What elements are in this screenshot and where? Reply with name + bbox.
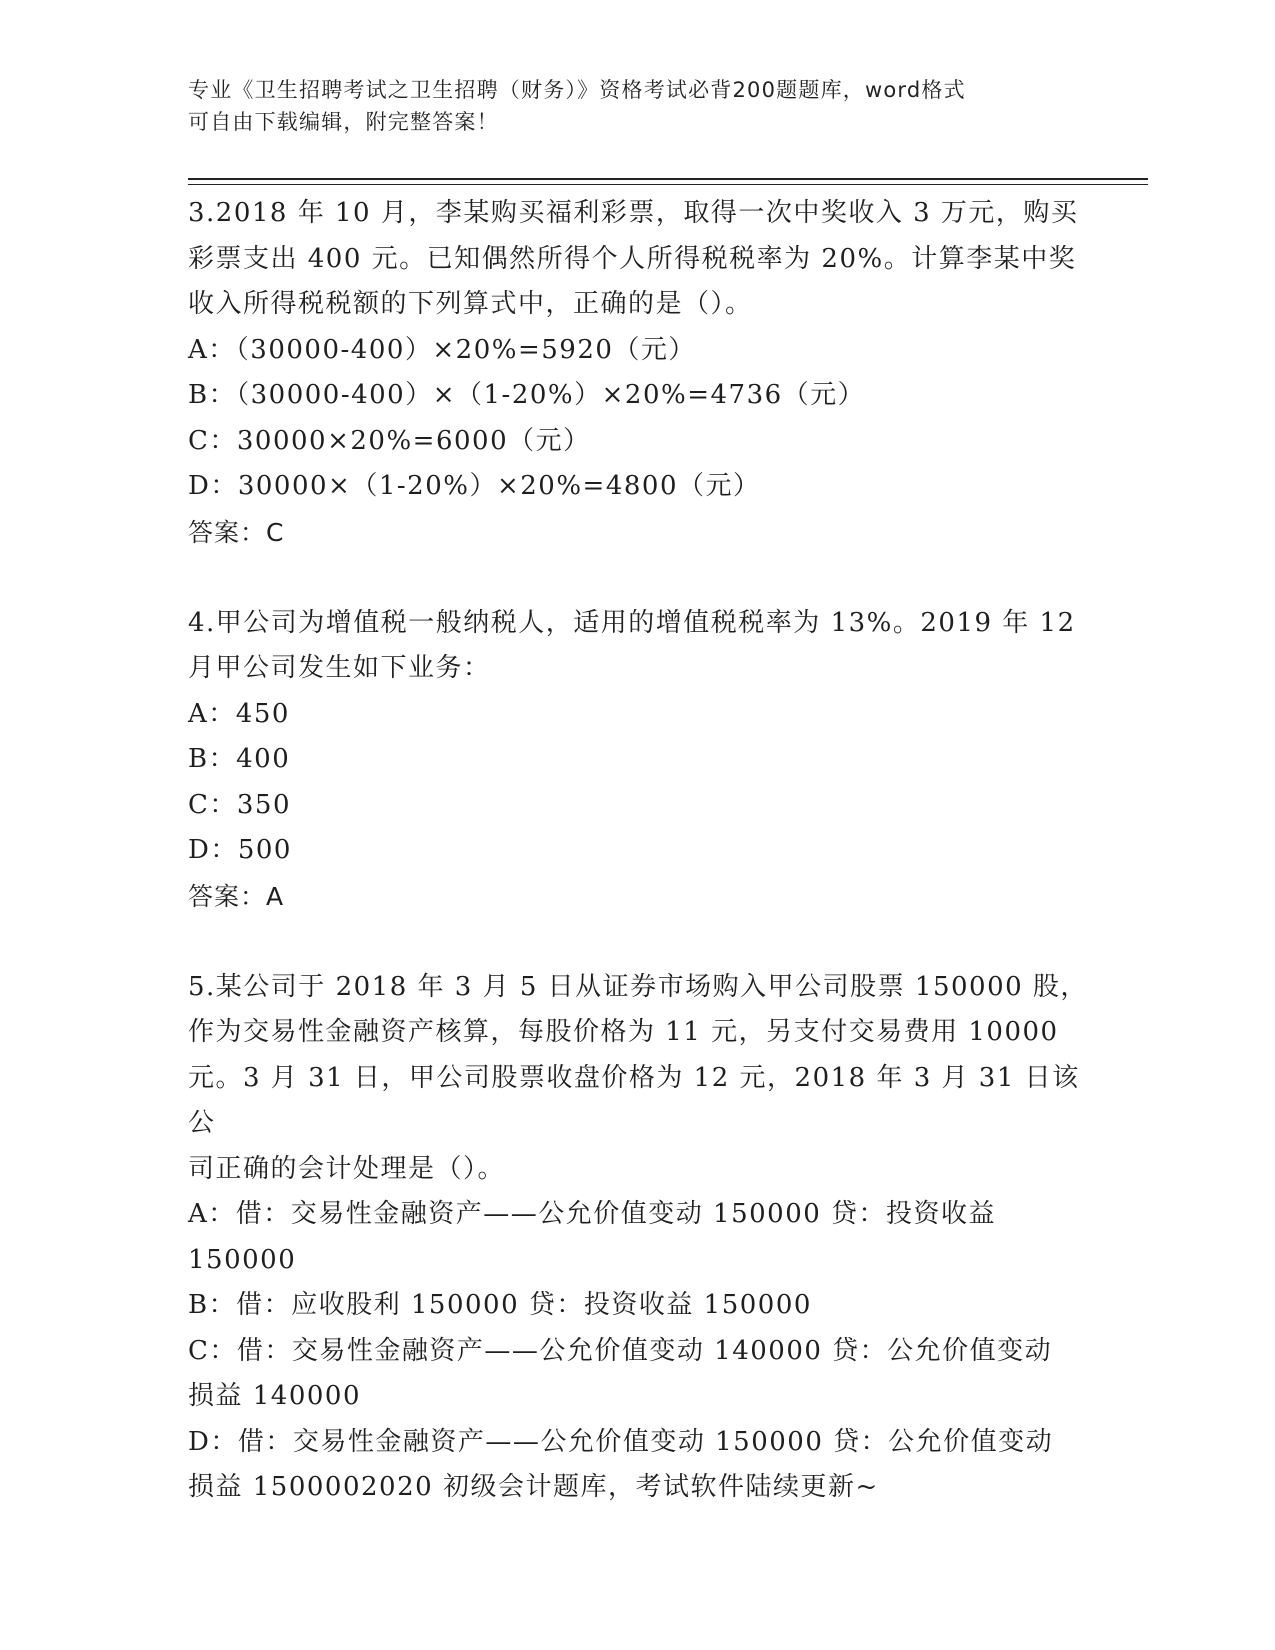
header-line-1: 专业《卫生招聘考试之卫生招聘（财务）》资格考试必背200题题库，word格式	[188, 78, 966, 102]
document-header	[188, 74, 1088, 138]
header-divider-thick	[188, 178, 1148, 180]
question-stem-line: 4.甲公司为增值税一般纳税人，适用的增值税税率为 13%。2019 年 12	[188, 607, 1076, 638]
header-line-2: 可自由下载编辑，附完整答案！	[188, 110, 499, 134]
question-stem-line: 彩票支出 400 元。已知偶然所得个人所得税税率为 20%。计算李某中奖	[188, 243, 1077, 274]
question-3	[188, 191, 1088, 555]
question-stem-line: 作为交易性金融资产核算，每股价格为 11 元，另支付交易费用 10000	[188, 1017, 1059, 1047]
option-d: D：30000×（1-20%）×20%=4800（元）	[188, 471, 761, 501]
option-a-continued: 150000	[188, 1244, 297, 1275]
option-c: C：30000×20%=6000（元）	[188, 425, 591, 456]
question-stem-line: 司正确的会计处理是（）。	[188, 1153, 506, 1184]
option-c: C：350	[188, 789, 292, 820]
question-spacer	[188, 919, 1088, 965]
answer-line: 答案：A	[188, 881, 285, 911]
option-a: A：借：交易性金融资产——公允价值变动 150000 贷：投资收益	[188, 1199, 997, 1229]
option-c-continued: 损益 140000	[188, 1381, 362, 1411]
question-stem-line: 元。3 月 31 日，甲公司股票收盘价格为 12 元，2018 年 3 月 31 日该公	[188, 1062, 1080, 1138]
option-c: C：借：交易性金融资产——公允价值变动 140000 贷：公允价值变动	[188, 1335, 1053, 1366]
option-d-continued: 损益 1500002020 初级会计题库，考试软件陆续更新~	[188, 1472, 879, 1502]
option-a: A：450	[188, 698, 290, 729]
option-b: B：400	[188, 744, 291, 774]
question-stem-line: 3.2018 年 10 月，李某购买福利彩票，取得一次中奖收入 3 万元，购买	[188, 198, 1079, 228]
option-d: D：借：交易性金融资产——公允价值变动 150000 贷：公允价值变动	[188, 1426, 1054, 1457]
question-list	[188, 191, 1088, 1511]
option-a: A：（30000-400）×20%=5920（元）	[188, 334, 696, 365]
header-divider-thin	[188, 184, 1148, 185]
question-4	[188, 601, 1088, 920]
question-stem-line: 收入所得税税额的下列算式中，正确的是（）。	[188, 289, 753, 319]
option-b: B：借：应收股利 150000 贷：投资收益 150000	[188, 1290, 812, 1320]
option-b: B：（30000-400）×（1-20%）×20%=4736（元）	[188, 380, 866, 410]
question-5	[188, 965, 1088, 1511]
option-d: D：500	[188, 835, 292, 865]
question-stem-line: 月甲公司发生如下业务：	[188, 653, 491, 683]
question-spacer	[188, 555, 1088, 601]
question-stem-line: 5.某公司于 2018 年 3 月 5 日从证券市场购入甲公司股票 150000 股，	[188, 971, 1088, 1002]
answer-line: 答案：C	[188, 517, 285, 547]
